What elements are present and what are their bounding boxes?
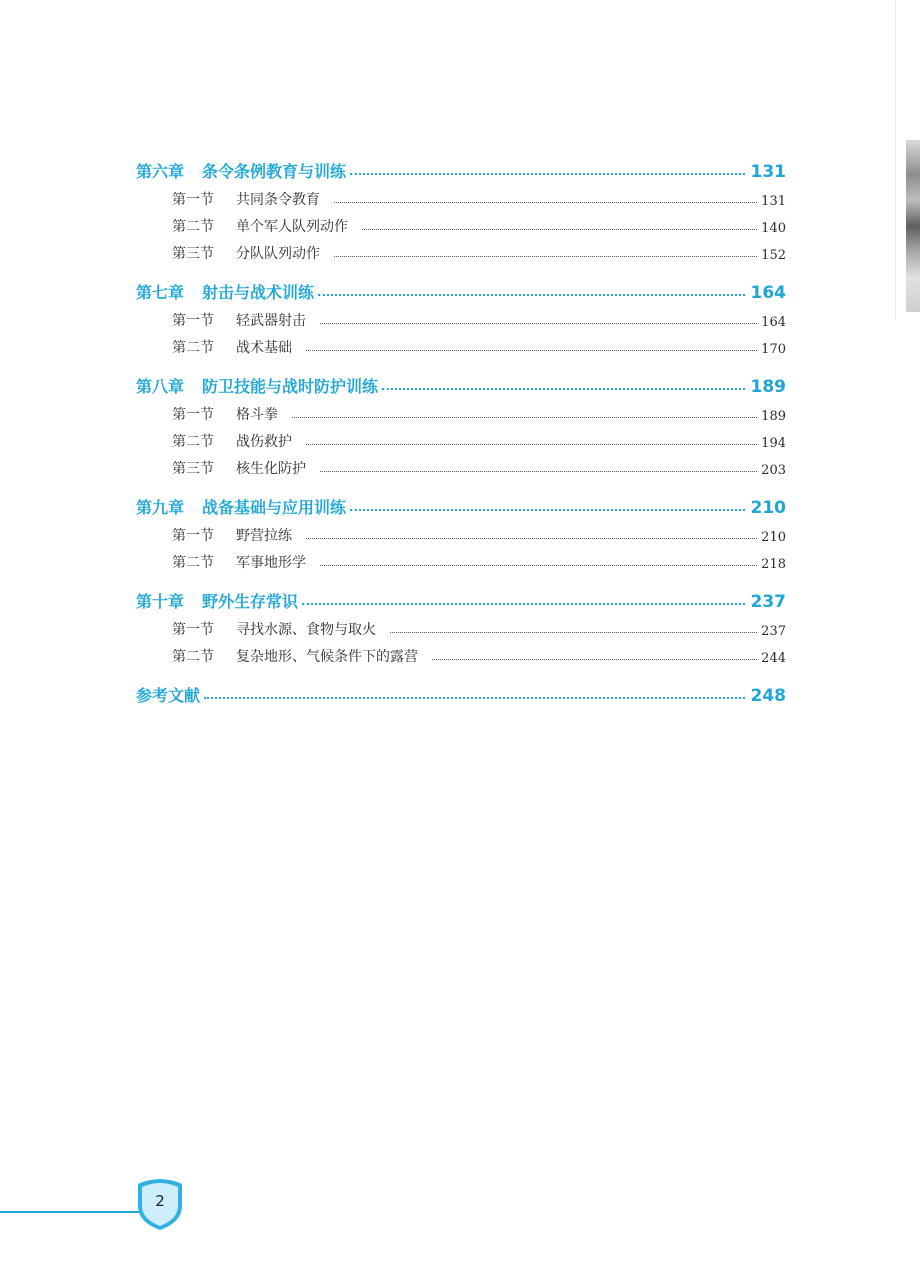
chapter-9 [136, 490, 786, 572]
chapter-entry[interactable] [136, 369, 786, 397]
section-entry[interactable] [136, 303, 786, 330]
section-title: 寻找水源、食物与取火 [236, 622, 376, 638]
section-title: 战伤救护 [236, 434, 292, 450]
section-number: 第三节 [172, 246, 214, 262]
leader-dots [350, 509, 744, 511]
section-entry[interactable] [136, 424, 786, 451]
chapter-7 [136, 275, 786, 357]
section-page: 194 [761, 436, 786, 451]
leader-dots [292, 417, 757, 418]
chapter-page: 210 [750, 498, 786, 518]
section-page: 170 [761, 342, 786, 357]
section-page: 244 [761, 651, 786, 666]
section-title: 野营拉练 [236, 528, 292, 544]
section-title: 核生化防护 [236, 461, 306, 477]
leader-dots [362, 229, 757, 230]
chapter-page: 189 [750, 377, 786, 397]
leader-dots [350, 173, 744, 175]
section-title: 共同条令教育 [236, 192, 320, 208]
section-page: 189 [761, 409, 786, 424]
chapter-title: 战备基础与应用训练 [202, 498, 347, 517]
section-number: 第一节 [172, 313, 214, 329]
page-edge-line [895, 0, 896, 320]
chapter-number: 第九章 [136, 498, 185, 517]
section-number: 第二节 [172, 649, 214, 665]
chapter-number: 第十章 [136, 592, 185, 611]
section-title: 复杂地形、气候条件下的露营 [236, 649, 418, 665]
leader-dots [320, 323, 757, 324]
section-number: 第二节 [172, 434, 214, 450]
side-photo-strip [906, 140, 920, 312]
section-number: 第二节 [172, 219, 214, 235]
section-number: 第二节 [172, 555, 214, 571]
section-entry[interactable] [136, 545, 786, 572]
section-entry[interactable] [136, 397, 786, 424]
leader-dots [204, 697, 744, 699]
section-entry[interactable] [136, 639, 786, 666]
chapter-title: 防卫技能与战时防护训练 [202, 377, 379, 396]
section-title: 战术基础 [236, 340, 292, 356]
section-title: 轻武器射击 [236, 313, 306, 329]
chapter-number: 第六章 [136, 162, 185, 181]
section-page: 203 [761, 463, 786, 478]
leader-dots [334, 202, 757, 203]
chapter-title: 野外生存常识 [202, 592, 299, 611]
section-page: 140 [761, 221, 786, 236]
section-entry[interactable] [136, 209, 786, 236]
leader-dots [320, 471, 757, 472]
section-page: 164 [761, 315, 786, 330]
section-entry[interactable] [136, 236, 786, 263]
leader-dots [306, 350, 757, 351]
chapter-page: 164 [750, 283, 786, 303]
section-entry[interactable] [136, 451, 786, 478]
leader-dots [390, 632, 757, 633]
leader-dots [382, 388, 744, 390]
chapter-8 [136, 369, 786, 478]
references [136, 678, 786, 706]
chapter-title: 射击与战术训练 [202, 283, 315, 302]
section-entry[interactable] [136, 518, 786, 545]
section-number: 第一节 [172, 528, 214, 544]
chapter-10 [136, 584, 786, 666]
chapter-page: 131 [750, 162, 786, 182]
section-page: 237 [761, 624, 786, 639]
section-title: 军事地形学 [236, 555, 306, 571]
references-title: 参考文献 [136, 686, 201, 705]
references-entry[interactable] [136, 678, 786, 706]
section-page: 210 [761, 530, 786, 545]
footer-rule [0, 1211, 146, 1213]
table-of-contents [136, 154, 786, 718]
references-page: 248 [750, 686, 786, 706]
section-page: 131 [761, 194, 786, 209]
leader-dots [334, 256, 757, 257]
section-entry[interactable] [136, 182, 786, 209]
leader-dots [320, 565, 757, 566]
section-number: 第三节 [172, 461, 214, 477]
chapter-title: 条令条例教育与训练 [202, 162, 347, 181]
chapter-entry[interactable] [136, 275, 786, 303]
leader-dots [302, 603, 744, 605]
section-title: 单个军人队列动作 [236, 219, 348, 235]
section-title: 格斗拳 [236, 407, 278, 423]
chapter-page: 237 [750, 592, 786, 612]
section-number: 第一节 [172, 192, 214, 208]
chapter-number: 第七章 [136, 283, 185, 302]
section-number: 第二节 [172, 340, 214, 356]
section-page: 218 [761, 557, 786, 572]
section-entry[interactable] [136, 330, 786, 357]
leader-dots [306, 444, 757, 445]
section-number: 第一节 [172, 622, 214, 638]
section-entry[interactable] [136, 612, 786, 639]
chapter-entry[interactable] [136, 490, 786, 518]
leader-dots [318, 294, 744, 296]
chapter-number: 第八章 [136, 377, 185, 396]
section-page: 152 [761, 248, 786, 263]
section-number: 第一节 [172, 407, 214, 423]
section-title: 分队队列动作 [236, 246, 320, 262]
chapter-entry[interactable] [136, 584, 786, 612]
leader-dots [432, 659, 757, 660]
chapter-entry[interactable] [136, 154, 786, 182]
page-number: 2 [155, 1192, 165, 1210]
leader-dots [306, 538, 757, 539]
chapter-6 [136, 154, 786, 263]
